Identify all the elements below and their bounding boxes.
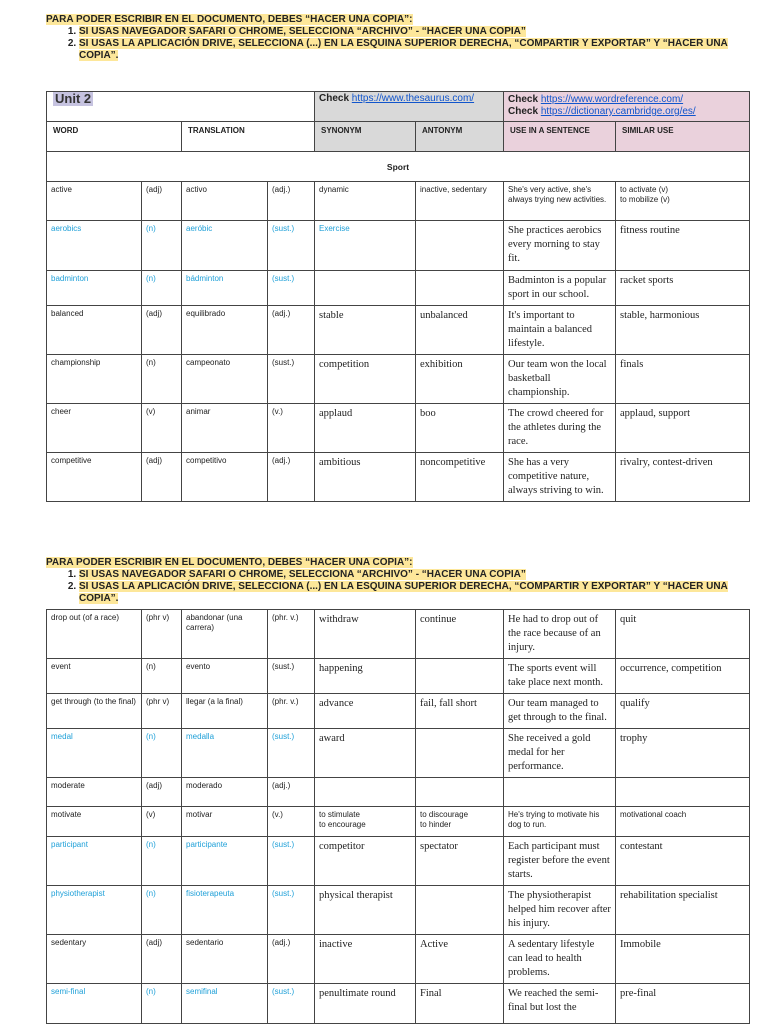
similar-use-cell[interactable]: motivational coach	[616, 807, 750, 837]
word-pos-cell[interactable]: (v)	[142, 404, 182, 453]
sentence-cell[interactable]: The crowd cheered for the athletes during the race.	[504, 404, 616, 453]
word-pos-cell[interactable]: (n)	[142, 221, 182, 271]
translation-cell[interactable]: llegar (a la final)	[182, 694, 268, 729]
cambridge-link[interactable]: https://dictionary.cambridge.org/es/	[540, 106, 696, 117]
translation-pos-cell[interactable]: (sust.)	[268, 355, 315, 404]
thesaurus-cell	[315, 92, 504, 122]
similar-use-cell[interactable]: contestant	[616, 837, 750, 886]
synonym-cell[interactable]: competitor	[315, 837, 416, 886]
notice-step-2: SI USAS LA APLICACIÓN DRIVE, SELECCIONA (...) EN LA ESQUINA SUPERIOR DERECHA, “COMPARTIR Y EXPORTAR” Y “HACER UNA COPIA”.	[79, 581, 728, 604]
word-pos-cell[interactable]: (n)	[142, 659, 182, 694]
synonym-cell[interactable]: penultimate round	[315, 984, 416, 1024]
similar-use-cell[interactable]: trophy	[616, 729, 750, 778]
header-row	[47, 122, 750, 152]
word-pos-cell[interactable]: (adj)	[142, 778, 182, 807]
sentence-cell[interactable]: She has a very competitive nature, always striving to win.	[504, 453, 616, 502]
word-cell[interactable]: competitive	[47, 453, 142, 502]
header-sentence: USE IN A SENTENCE	[504, 122, 616, 152]
table-row	[47, 886, 750, 935]
word-cell[interactable]: motivate	[47, 807, 142, 837]
synonym-cell[interactable]: applaud	[315, 404, 416, 453]
word-cell[interactable]: aerobics	[47, 221, 142, 271]
translation-pos-cell[interactable]: (sust.)	[268, 837, 315, 886]
synonym-cell[interactable]: competition	[315, 355, 416, 404]
dictionary-cell	[504, 92, 750, 122]
translation-pos-cell[interactable]: (adj.)	[268, 778, 315, 807]
translation-cell[interactable]: activo	[182, 182, 268, 221]
table-row	[47, 729, 750, 778]
word-cell[interactable]: moderate	[47, 778, 142, 807]
word-pos-cell[interactable]: (adj)	[142, 306, 182, 355]
translation-cell[interactable]: semifinal	[182, 984, 268, 1024]
sentence-cell[interactable]: He had to drop out of the race because of an injury.	[504, 610, 616, 659]
table-row	[47, 807, 750, 837]
notice-step-2: SI USAS LA APLICACIÓN DRIVE, SELECCIONA (...) EN LA ESQUINA SUPERIOR DERECHA, “COMPARTIR Y EXPORTAR” Y “HACER UNA COPIA”.	[79, 38, 728, 61]
table-row	[47, 221, 750, 271]
sentence-cell[interactable]: She received a gold medal for her performance.	[504, 729, 616, 778]
header-word: WORD	[47, 122, 182, 152]
translation-pos-cell[interactable]: (sust.)	[268, 659, 315, 694]
synonym-cell[interactable]: to stimulate to encourage	[315, 807, 416, 837]
word-cell[interactable]: active	[47, 182, 142, 221]
similar-use-cell[interactable]: qualify	[616, 694, 750, 729]
antonym-cell[interactable]: Active	[416, 935, 504, 984]
similar-use-cell[interactable]: quit	[616, 610, 750, 659]
antonym-cell[interactable]	[416, 271, 504, 306]
translation-pos-cell[interactable]: (adj.)	[268, 453, 315, 502]
similar-use-cell[interactable]: pre-final	[616, 984, 750, 1024]
translation-cell[interactable]: equilibrado	[182, 306, 268, 355]
table-row	[47, 271, 750, 306]
translation-cell[interactable]: abandonar (una carrera)	[182, 610, 268, 659]
sentence-cell[interactable]: The sports event will take place next month.	[504, 659, 616, 694]
header-similar: SIMILAR USE	[616, 122, 750, 152]
sentence-cell[interactable]: A sedentary lifestyle can lead to health problems.	[504, 935, 616, 984]
wordreference-link[interactable]: https://www.wordreference.com/	[540, 94, 684, 105]
thesaurus-link[interactable]: https://www.thesaurus.com/	[351, 93, 475, 104]
word-cell[interactable]: semi-final	[47, 984, 142, 1024]
translation-cell[interactable]: moderado	[182, 778, 268, 807]
word-pos-cell[interactable]: (adj)	[142, 182, 182, 221]
copy-notice-bottom	[46, 557, 746, 605]
antonym-cell[interactable]	[416, 729, 504, 778]
antonym-cell[interactable]: noncompetitive	[416, 453, 504, 502]
header-antonym: ANTONYM	[416, 122, 504, 152]
word-cell[interactable]: badminton	[47, 271, 142, 306]
synonym-cell[interactable]: physical therapist	[315, 886, 416, 935]
antonym-cell[interactable]: unbalanced	[416, 306, 504, 355]
notice-steps	[46, 26, 746, 62]
word-pos-cell[interactable]: (adj)	[142, 453, 182, 502]
translation-cell[interactable]: bádminton	[182, 271, 268, 306]
similar-use-cell[interactable]: fitness routine	[616, 221, 750, 271]
synonym-cell[interactable]: stable	[315, 306, 416, 355]
similar-use-cell[interactable]: to activate (v) to mobilize (v)	[616, 182, 750, 221]
antonym-cell[interactable]: spectator	[416, 837, 504, 886]
word-pos-cell[interactable]: (n)	[142, 837, 182, 886]
antonym-cell[interactable]	[416, 659, 504, 694]
antonym-cell[interactable]: boo	[416, 404, 504, 453]
word-cell[interactable]: drop out (of a race)	[47, 610, 142, 659]
sentence-cell[interactable]: Our team won the local basketball championship.	[504, 355, 616, 404]
similar-use-cell[interactable]: rehabilitation specialist	[616, 886, 750, 935]
antonym-cell[interactable]: to discourage to hinder	[416, 807, 504, 837]
synonym-cell[interactable]	[315, 778, 416, 807]
similar-use-cell[interactable]: rivalry, contest-driven	[616, 453, 750, 502]
sentence-cell[interactable]: He's trying to motivate his dog to run.	[504, 807, 616, 837]
antonym-cell[interactable]: inactive, sedentary	[416, 182, 504, 221]
header-synonym: SYNONYM	[315, 122, 416, 152]
notice-step-1: SI USAS NAVEGADOR SAFARI O CHROME, SELECCIONA “ARCHIVO” - “HACER UNA COPIA”	[79, 26, 526, 37]
table-row	[47, 659, 750, 694]
check-label: Check	[508, 94, 539, 105]
word-cell[interactable]: get through (to the final)	[47, 694, 142, 729]
word-cell[interactable]: medal	[47, 729, 142, 778]
section-row	[47, 152, 750, 182]
word-cell[interactable]: championship	[47, 355, 142, 404]
table-row	[47, 182, 750, 221]
table-row	[47, 404, 750, 453]
word-pos-cell[interactable]: (n)	[142, 729, 182, 778]
sentence-cell[interactable]: She's very active, she's always trying new activities.	[504, 182, 616, 221]
sentence-cell[interactable]: Each participant must register before the event starts.	[504, 837, 616, 886]
sentence-cell[interactable]: She practices aerobics every morning to stay fit.	[504, 221, 616, 271]
translation-pos-cell[interactable]: (v.)	[268, 807, 315, 837]
table-row	[47, 610, 750, 659]
table-row	[47, 837, 750, 886]
word-pos-cell[interactable]: (adj)	[142, 935, 182, 984]
translation-cell[interactable]: evento	[182, 659, 268, 694]
translation-pos-cell[interactable]: (adj.)	[268, 182, 315, 221]
synonym-cell[interactable]: withdraw	[315, 610, 416, 659]
similar-use-cell[interactable]: racket sports	[616, 271, 750, 306]
translation-cell[interactable]: medalla	[182, 729, 268, 778]
similar-use-cell[interactable]: occurrence, competition	[616, 659, 750, 694]
translation-pos-cell[interactable]: (sust.)	[268, 886, 315, 935]
word-cell[interactable]: cheer	[47, 404, 142, 453]
table-row	[47, 778, 750, 807]
similar-use-cell[interactable]: finals	[616, 355, 750, 404]
vocab-table-1	[46, 91, 750, 502]
notice-title: PARA PODER ESCRIBIR EN EL DOCUMENTO, DEBES “HACER UNA COPIA”:	[46, 557, 413, 568]
sentence-cell[interactable]: Our team managed to get through to the final.	[504, 694, 616, 729]
table-row	[47, 694, 750, 729]
synonym-cell[interactable]: inactive	[315, 935, 416, 984]
synonym-cell[interactable]: happening	[315, 659, 416, 694]
synonym-cell[interactable]: advance	[315, 694, 416, 729]
table-row	[47, 355, 750, 404]
table-row	[47, 935, 750, 984]
translation-cell[interactable]: competitivo	[182, 453, 268, 502]
sentence-cell[interactable]: The physiotherapist helped him recover after his injury.	[504, 886, 616, 935]
sentence-cell[interactable]: Badminton is a popular sport in our school.	[504, 271, 616, 306]
translation-cell[interactable]: campeonato	[182, 355, 268, 404]
word-cell[interactable]: physiotherapist	[47, 886, 142, 935]
word-pos-cell[interactable]: (v)	[142, 807, 182, 837]
word-pos-cell[interactable]: (n)	[142, 355, 182, 404]
table-row	[47, 306, 750, 355]
translation-pos-cell[interactable]: (sust.)	[268, 729, 315, 778]
translation-cell[interactable]: fisioterapeuta	[182, 886, 268, 935]
translation-cell[interactable]: sedentario	[182, 935, 268, 984]
section-label: Sport	[47, 152, 750, 182]
translation-pos-cell[interactable]: (sust.)	[268, 984, 315, 1024]
synonym-cell[interactable]: award	[315, 729, 416, 778]
synonym-cell[interactable]: dynamic	[315, 182, 416, 221]
antonym-cell[interactable]: Final	[416, 984, 504, 1024]
word-cell[interactable]: event	[47, 659, 142, 694]
translation-pos-cell[interactable]: (adj.)	[268, 935, 315, 984]
word-cell[interactable]: balanced	[47, 306, 142, 355]
table-row	[47, 453, 750, 502]
word-pos-cell[interactable]: (n)	[142, 984, 182, 1024]
notice-step-1: SI USAS NAVEGADOR SAFARI O CHROME, SELECCIONA “ARCHIVO” - “HACER UNA COPIA”	[79, 569, 526, 580]
word-pos-cell[interactable]: (n)	[142, 271, 182, 306]
similar-use-cell[interactable]: Immobile	[616, 935, 750, 984]
table-row	[47, 984, 750, 1024]
sentence-cell[interactable]	[504, 778, 616, 807]
unit-cell	[47, 92, 315, 122]
translation-cell[interactable]: participante	[182, 837, 268, 886]
notice-steps	[46, 569, 746, 605]
antonym-cell[interactable]: fail, fall short	[416, 694, 504, 729]
check-label: Check	[508, 106, 539, 117]
translation-pos-cell[interactable]: (sust.)	[268, 221, 315, 271]
notice-title: PARA PODER ESCRIBIR EN EL DOCUMENTO, DEBES “HACER UNA COPIA”:	[46, 14, 413, 25]
translation-cell[interactable]: motivar	[182, 807, 268, 837]
similar-use-cell[interactable]: applaud, support	[616, 404, 750, 453]
sentence-cell[interactable]: It's important to maintain a balanced lifestyle.	[504, 306, 616, 355]
word-pos-cell[interactable]: (n)	[142, 886, 182, 935]
translation-pos-cell[interactable]: (phr. v.)	[268, 610, 315, 659]
word-cell[interactable]: participant	[47, 837, 142, 886]
translation-pos-cell[interactable]: (v.)	[268, 404, 315, 453]
sentence-cell[interactable]: We reached the semi-final but lost the	[504, 984, 616, 1024]
antonym-cell[interactable]: exhibition	[416, 355, 504, 404]
antonym-cell[interactable]	[416, 778, 504, 807]
copy-notice-top	[46, 14, 746, 62]
unit-row	[47, 92, 750, 122]
word-pos-cell[interactable]: (phr v)	[142, 694, 182, 729]
translation-pos-cell[interactable]: (sust.)	[268, 271, 315, 306]
check-label: Check	[319, 93, 350, 104]
vocab-table-2	[46, 609, 750, 1024]
synonym-cell[interactable]: Exercise	[315, 221, 416, 271]
translation-cell[interactable]: animar	[182, 404, 268, 453]
synonym-cell[interactable]: ambitious	[315, 453, 416, 502]
antonym-cell[interactable]	[416, 886, 504, 935]
synonym-cell[interactable]	[315, 271, 416, 306]
antonym-cell[interactable]: continue	[416, 610, 504, 659]
antonym-cell[interactable]	[416, 221, 504, 271]
translation-pos-cell[interactable]: (adj.)	[268, 306, 315, 355]
similar-use-cell[interactable]	[616, 778, 750, 807]
translation-cell[interactable]: aeróbic	[182, 221, 268, 271]
similar-use-cell[interactable]: stable, harmonious	[616, 306, 750, 355]
unit-title: Unit 2	[55, 91, 92, 106]
translation-pos-cell[interactable]: (phr. v.)	[268, 694, 315, 729]
word-pos-cell[interactable]: (phr v)	[142, 610, 182, 659]
header-translation: TRANSLATION	[182, 122, 315, 152]
word-cell[interactable]: sedentary	[47, 935, 142, 984]
